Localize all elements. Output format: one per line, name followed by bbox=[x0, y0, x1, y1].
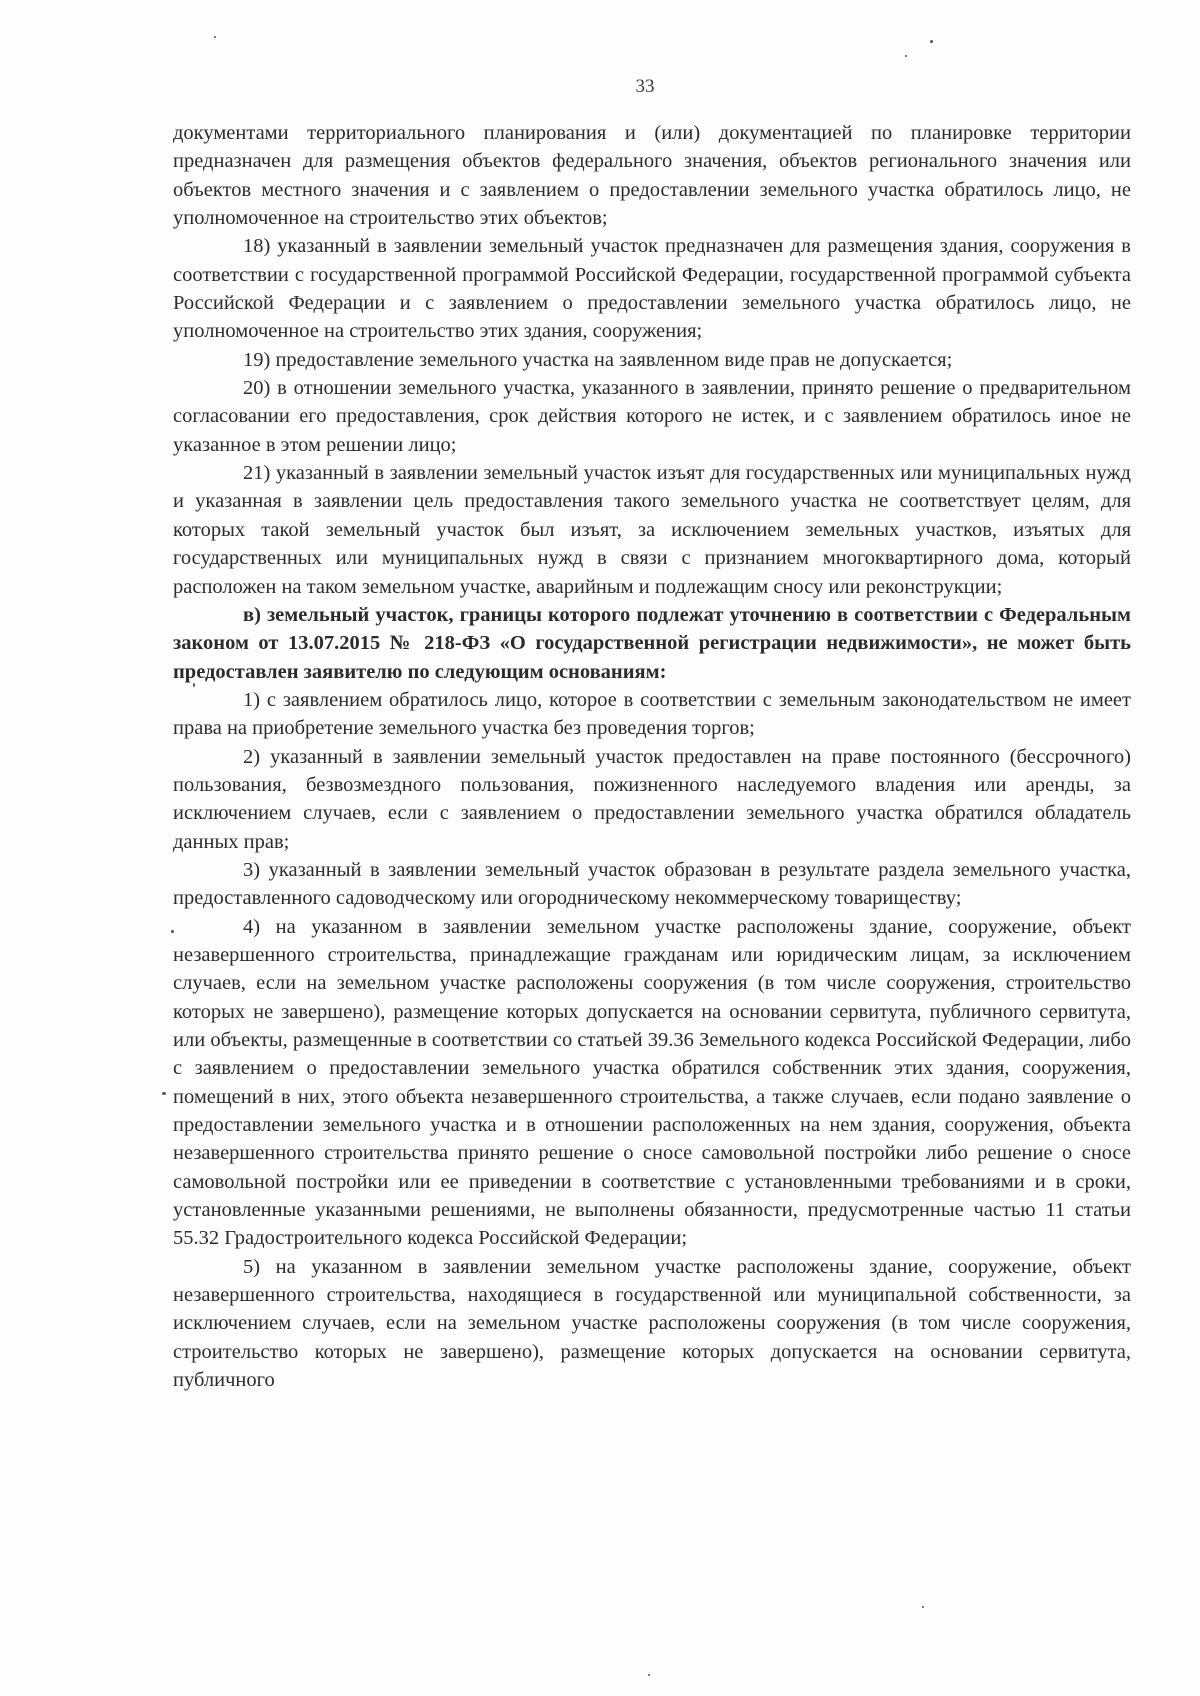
paragraph-item-18: 18) указанный в заявлении земельный участок предназначен для размещения здания, сооружения в соответствии с государственной программой Российской Федерации, государственной программой субъекта Российской Федерации и с заявлением о предоставлении земельного участка обратилось лицо, не уполномоченное на строительство этих здания, сооружения; bbox=[173, 235, 1131, 343]
paragraph-item-5: 5) на указанном в заявлении земельном участке расположены здание, сооружение, объект незавершенного строительства, находящиеся в государственной или муниципальной собственности, за исключением случаев, если на земельном участке расположены сооружения (в том числе сооружения, строительство которых не завершено), размещение которых допускается на основании сервитута, публичного bbox=[173, 1255, 1131, 1392]
paragraph-item-19: 19) предоставление земельного участка на заявленном виде прав не допускается; bbox=[243, 348, 953, 371]
paragraph-continuation: документами территориального планирования и (или) документацией по планировке территории предназначен для размещения объектов федерального значения, объектов регионального значения или объектов местного значения и с заявлением о предоставлении земельного участка обратилось лицо, не уполномоченное на строительство этих объектов; bbox=[173, 122, 1131, 230]
paragraph-item-21: 21) указанный в заявлении земельный участок изъят для государственных или муниципальных нужд и указанная в заявлении цель предоставления такого земельного участка не соответствует целям, для которых такой земельный участок был изъят, за исключением земельных участков, изъятых для государственных или муниципальных нужд в связи с признанием многоквартирного дома, который расположен на таком земельном участке, аварийным и подлежащим сносу или реконструкции; bbox=[173, 462, 1131, 598]
scan-speck bbox=[162, 1092, 166, 1095]
scan-speck bbox=[214, 36, 216, 38]
scan-speck bbox=[930, 40, 933, 43]
page-number: 33 bbox=[635, 76, 655, 97]
scan-speck bbox=[905, 55, 907, 57]
paragraph-item-2: 2) указанный в заявлении земельный участок предоставлен на праве постоянного (бессрочного) пользования, безвозмездного пользования, пожизненного наследуемого владения или аренды, за исключением случаев, если с заявлением о предоставлении земельного участка обратился обладатель данных прав; bbox=[173, 745, 1131, 853]
document-body bbox=[173, 119, 1131, 1394]
scan-speck bbox=[648, 1674, 650, 1676]
paragraph-item-4: 4) на указанном в заявлении земельном участке расположены здание, сооружение, объект незавершенного строительства, принадлежащие гражданам или юридическим лицам, за исключением случаев, если на земельном участке расположены сооружения (в том числе сооружения, строительство которых не завершено), размещение которых допускается на основании сервитута, публичного сервитута, или объекты, размещенные в соответствии со статьей 39.36 Земельного кодекса Российской Федерации, либо с заявлением о предоставлении земельного участка обратился собственник этих здания, сооружения, помещений в них, этого объекта незавершенного строительства, а также случаев, если подано заявление о предоставлении земельного участка и в отношении расположенных на нем здания, сооружения, объекта незавершенного строительства принято решение о сносе самовольной постройки либо решение о сносе самовольной постройки или ее приведении в соответствие с установленными требованиями и в сроки, установленные указанными решениями, не выполнены обязанности, предусмотренные частью 11 статьи 55.32 Градостроительного кодекса Российской Федерации; bbox=[173, 915, 1131, 1250]
paragraph-item-1: 1) с заявлением обратилось лицо, которое в соответствии с земельным законодательством не имеет права на приобретение земельного участка без проведения торгов; bbox=[173, 688, 1131, 740]
section-heading-v: в) земельный участок, границы которого подлежат уточнению в соответствии с Федеральным законом от 13.07.2015 № 218-ФЗ «О государственной регистрации недвижимости», не может быть предоставлен заявителю по следующим основаниям: bbox=[173, 603, 1131, 683]
scan-speck bbox=[171, 930, 174, 933]
scan-speck bbox=[193, 683, 195, 687]
scan-speck bbox=[922, 1606, 924, 1608]
paragraph-item-3: 3) указанный в заявлении земельный участок образован в результате раздела земельного участка, предоставленного садоводческому или огородническому некоммерческому товариществу; bbox=[173, 858, 1131, 910]
paragraph-item-20: 20) в отношении земельного участка, указанного в заявлении, принято решение о предварительном согласовании его предоставления, срок действия которого не истек, и с заявлением обратилось иное не указанное в этом решении лицо; bbox=[173, 377, 1131, 456]
